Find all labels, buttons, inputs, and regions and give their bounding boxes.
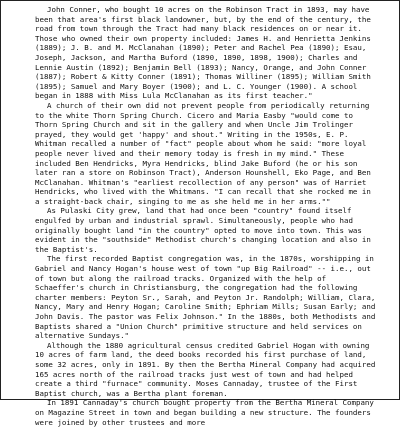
paragraph-3: As Pulaski City grew, land that had once been "country" found itself engulfed by urban and industrial sprawl. Simultaneously, people who had originally bought land "in the country" opted to move into town. This was evident in the "southside" Methodist church's changing location and also in the Baptist's. [35, 206, 371, 254]
paragraph-2: A church of their own did not prevent people from periodically returning to the white Thorn Spring Church. Cicero and Maria Easby "would come to Thorn Spring Church and sit in the gallery and when Uncle Jim Trolinger prayed, they would get 'happy' and shout." Writing in the 1950s, E. P. Whitman recalled a number of "fact" people about whom he said: "more loyal people never lived and their memory today is fresh in my mind." These included Ben Hendricks, Myra Hendricks, blind Jake Buford (he or his son later ran a store on Robinson Tract), Anderson Hounshell, Eko Page, and Ben McClanahan. Whitman's "earliest recollection of any person" was of Harriet Hendricks, who lived with the Whitmans. "I can recall that she rocked me in a straight-back chair, singing to me as she held me in her arms."" [35, 100, 371, 206]
paragraph-1: John Conner, who bought 10 acres on the Robinson Tract in 1893, may have been that area's first black landowner, but, by the end of the century, the road from town through the Tract had many black residences on or near it. Those who owned their own property included: James H. and Henrietta Jenkins (1889); J. B. and M. McClanahan (1890); Peter and Rachel Pea (1890); Esau, Joseph, Jackson, and Martha Buford (1890, 1890, 1898, 1900); Charles and Lennie Austin (1892); Benjamin Bell (1893); Nancy, Orange, and John Conner (1887); Robert & Kitty Conner (1891); Thomas Williner (1895); William Smith (1895); Samuel and Mary Boyer (1900); and L. C. Younger (1900). A school began in 1888 with Miss Lula McClanahan as its first teacher." [35, 5, 371, 101]
paragraph-4: The first recorded Baptist congregation was, in the 1870s, worshipping in Gabriel and Nancy Hogan's house west of town "up Big Railroad" -- i.e., out of town but along the railroad tracks. Organized with the help of Schaeffer's church in Christiansburg, the congregation had the following charter members: Peyton Sr., Sarah, and Peyton Jr. Randolph; William, Clara, Nancy, Mary and Henry Hogan; Caroline Smith; Ephriam Mills; Susan Early; and John Davis. The pastor was Felix Johnson." In the 1880s, both Methodists and Baptists shared a "Union Church" primitive structure and held services on alternative Sundays." [35, 254, 376, 341]
paragraph-6: In 1891 Cannaday's church bought property from the Bertha Mineral Company on Magazine Street in town and began building a new structure. The founders were joined by other trustees and more [35, 398, 374, 427]
document-body [35, 5, 379, 427]
paragraph-5: Although the 1880 agricultural census credited Gabriel Hogan with owning 10 acres of farm land, the deed books recorded his first purchase of land, some 32 acres, only in 1891. By then the Bertha Mineral Company had acquired 165 acres north of the railroad tracks just west of town and had helped create a third "furnace" community. Moses Cannaday, trustee of the First Baptist church, was a Bertha plant foreman. [35, 340, 376, 398]
